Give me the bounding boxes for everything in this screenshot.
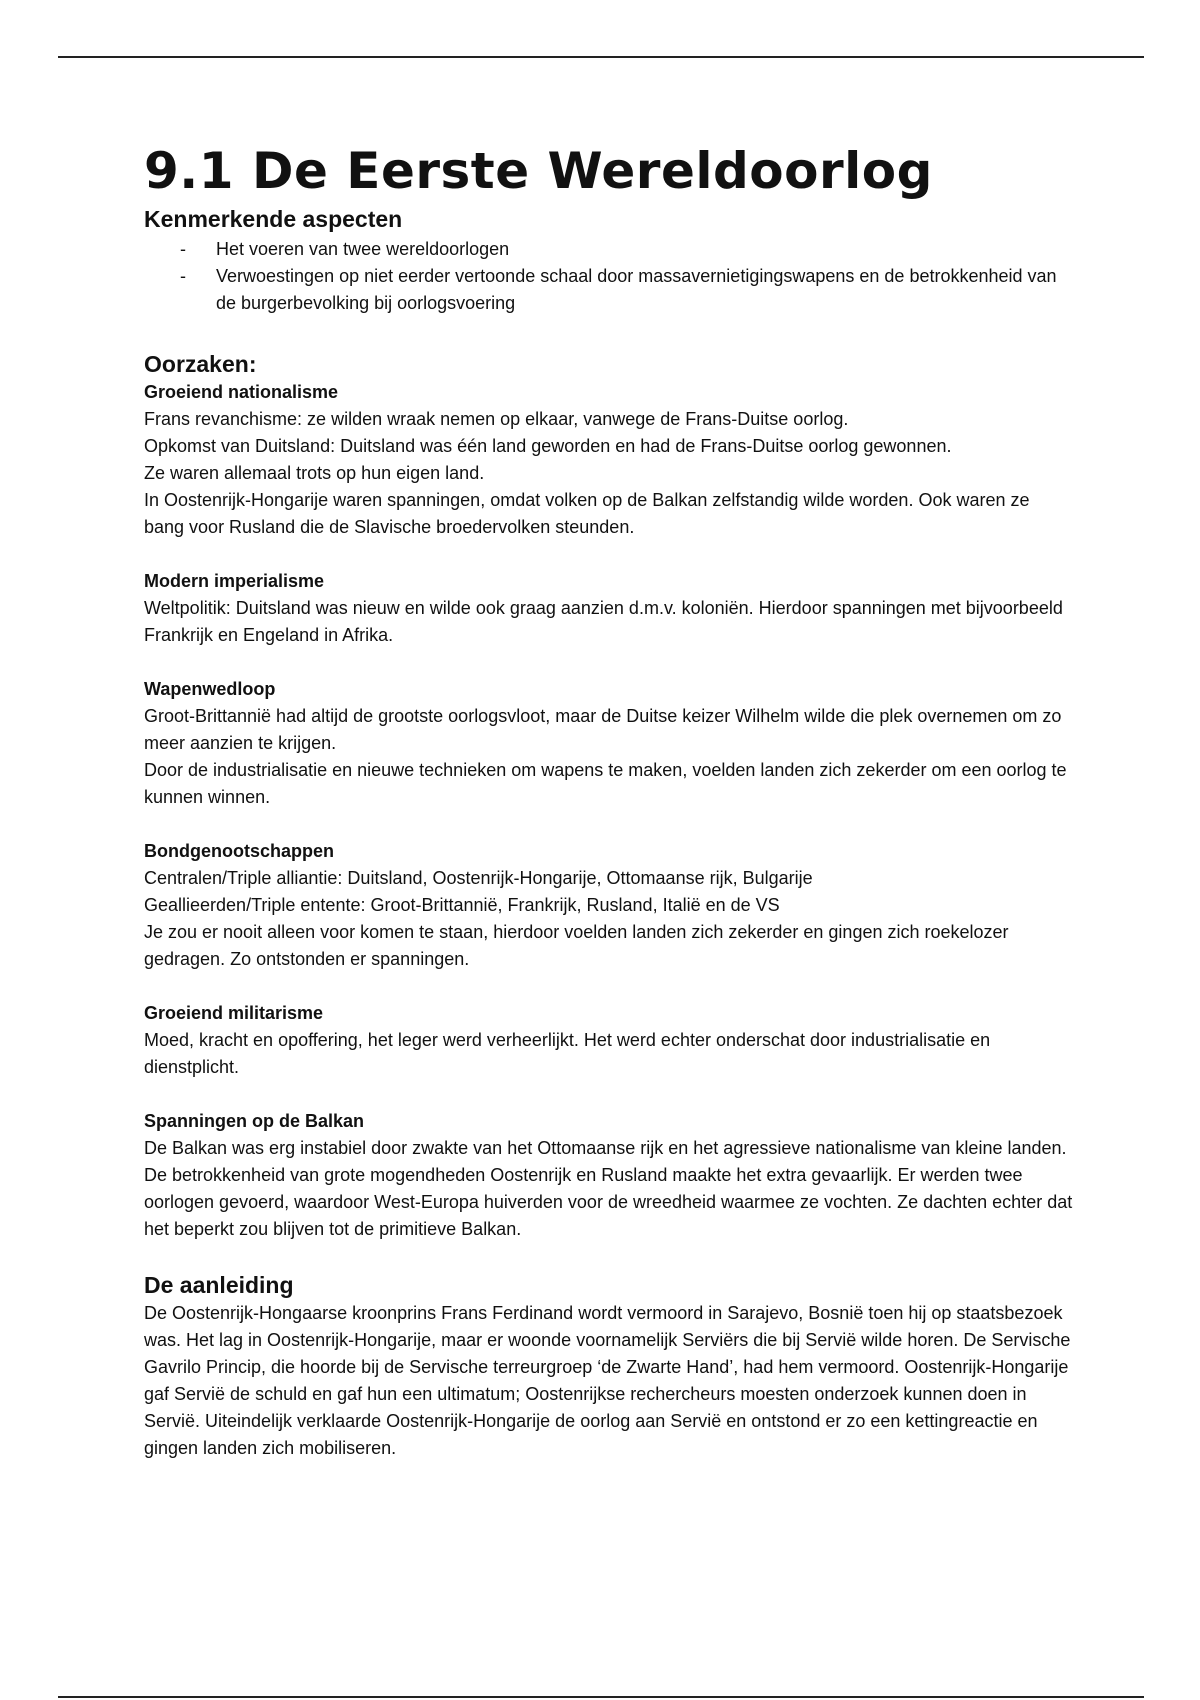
- paragraph: Je zou er nooit alleen voor komen te staan, hierdoor voelden landen zich zekerder en gingen zich roekelozer gedragen. Zo ontstonden er spanningen.: [144, 922, 1009, 969]
- section-spanningen-balkan: [144, 1108, 1074, 1243]
- paragraph: Moed, kracht en opoffering, het leger werd verheerlijkt. Het werd echter onderschat door industrialisatie en dienstplicht.: [144, 1030, 991, 1077]
- section-groeiend-militarisme: [144, 1000, 1074, 1081]
- paragraph: Groot-Brittannië had altijd de grootste oorlogsvloot, maar de Duitse keizer Wilhelm wilde die plek overnemen om zo meer aanzien te krijgen.: [144, 706, 1062, 753]
- section-wapenwedloop: [144, 676, 1074, 811]
- kenmerkende-list: [144, 236, 1074, 317]
- section-aanleiding: [144, 1270, 1074, 1462]
- aanleiding-heading: De aanleiding: [144, 1272, 294, 1298]
- section-modern-imperialisme: [144, 568, 1074, 649]
- list-item-text: Verwoestingen op niet eerder vertoonde schaal door massavernietigingswapens en de betrokkenheid van de burgerbevolking bij oorlogsvoering: [216, 266, 1057, 313]
- list-item: [144, 263, 1074, 317]
- paragraph: Ze waren allemaal trots op hun eigen land.: [144, 463, 485, 483]
- list-item: [144, 236, 1074, 263]
- document-body: [144, 140, 1074, 1462]
- kenmerkende-heading: Kenmerkende aspecten: [144, 206, 403, 232]
- paragraph: De Oostenrijk-Hongaarse kroonprins Frans Ferdinand wordt vermoord in Sarajevo, Bosnië toen hij op staatsbezoek was. Het lag in Oostenrijk-Hongarije, maar er woonde voornamelijk Serviërs die bij Servië wilde horen. De Servische Gavrilo Princip, die hoorde bij de Servische terreurgroep ‘de Zwarte Hand’, had hem vermoord. Oostenrijk-Hongarije gaf Servië de schuld en gaf hun een ultimatum; Oostenrijkse rechercheurs moesten onderzoek kunnen doen in Servië. Uiteindelijk verklaarde Oostenrijk-Hongarije de oorlog aan Servië en ontstond er zo een kettingreactie en gingen landen zich mobiliseren.: [144, 1303, 1071, 1458]
- paragraph: Centralen/Triple alliantie: Duitsland, Oostenrijk-Hongarije, Ottomaanse rijk, Bulgarije: [144, 868, 813, 888]
- page-title: 9.1 De Eerste Wereldoorlog: [144, 142, 933, 200]
- paragraph: Geallieerden/Triple entente: Groot-Brittannië, Frankrijk, Rusland, Italië en de VS: [144, 895, 780, 915]
- paragraph: De Balkan was erg instabiel door zwakte van het Ottomaanse rijk en het agressieve nationalisme van kleine landen. De betrokkenheid van grote mogendheden Oostenrijk en Rusland maakte het extra gevaarlijk. Er werden twee oorlogen gevoerd, waardoor West-Europa huiverden voor de wreedheid waarmee ze vochten. Ze dachten echter dat het beperkt zou blijven tot de primitieve Balkan.: [144, 1138, 1073, 1239]
- section-heading: Spanningen op de Balkan: [144, 1111, 365, 1131]
- list-item-text: Het voeren van twee wereldoorlogen: [216, 239, 510, 259]
- paragraph: In Oostenrijk-Hongarije waren spanningen, omdat volken op de Balkan zelfstandig wilde worden. Ook waren ze bang voor Rusland die de Slavische broedervolken steunden.: [144, 490, 1030, 537]
- section-groeiend-nationalisme: [144, 379, 1074, 541]
- paragraph: Frans revanchisme: ze wilden wraak nemen op elkaar, vanwege de Frans-Duitse oorlog.: [144, 409, 849, 429]
- footer-rule: [58, 1696, 1144, 1698]
- bullet-dash: -: [180, 266, 186, 286]
- paragraph: Door de industrialisatie en nieuwe technieken om wapens te maken, voelden landen zich zekerder om een oorlog te kunnen winnen.: [144, 760, 1067, 807]
- paragraph: Opkomst van Duitsland: Duitsland was één land geworden en had de Frans-Duitse oorlog gewonnen.: [144, 436, 952, 456]
- section-heading: Modern imperialisme: [144, 571, 325, 591]
- header-rule: [58, 56, 1144, 58]
- oorzaken-heading: Oorzaken:: [144, 351, 257, 377]
- section-heading: Wapenwedloop: [144, 679, 276, 699]
- section-heading: Bondgenootschappen: [144, 841, 334, 861]
- section-bondgenootschappen: [144, 838, 1074, 973]
- section-heading: Groeiend militarisme: [144, 1003, 324, 1023]
- paragraph: Weltpolitik: Duitsland was nieuw en wilde ook graag aanzien d.m.v. koloniën. Hierdoor spanningen met bijvoorbeeld Frankrijk en Engeland in Afrika.: [144, 598, 1063, 645]
- bullet-dash: -: [180, 239, 186, 259]
- section-heading: Groeiend nationalisme: [144, 382, 339, 402]
